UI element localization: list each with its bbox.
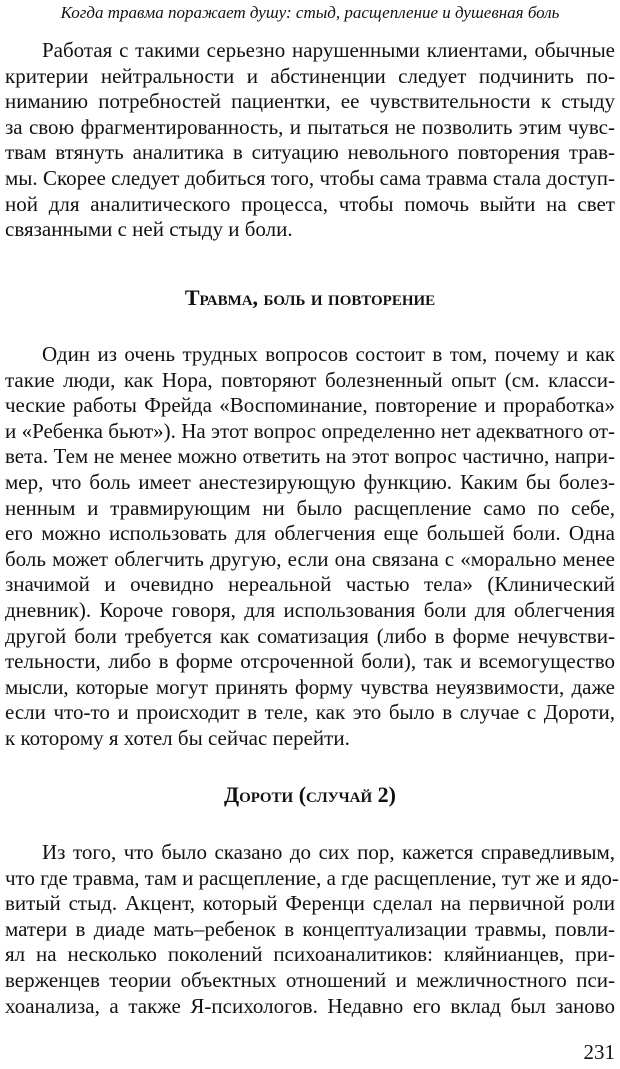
text-line: ниманию потребностей пациентки, ее чувствительности к стыду — [5, 89, 615, 114]
text-line: такие люди, как Нора, повторяют болезненный опыт (см. класси- — [5, 367, 615, 392]
text-line: Из того, что было сказано до сих пор, кажется справедливым, — [42, 840, 615, 864]
text-line: за свою фрагментированность, и пытаться не позволить этим чувс- — [5, 114, 615, 139]
text-line: вета. Тем не менее можно ответить на этот вопрос частично, напри- — [5, 444, 615, 469]
text-line: Один из очень трудных вопросов состоит в том, почему и как — [42, 342, 615, 366]
text-line: мысли, которые могут принять форму чувства неуязвимости, даже — [5, 674, 615, 699]
text-line: матери в диаде мать–ребенок в концептуализации травмы, повли- — [5, 916, 615, 941]
text-line: ческие работы Фрейда «Воспоминание, повторение и проработка» — [5, 393, 615, 418]
text-line: боль может облегчить другую, если она связана с «морально менее — [5, 546, 615, 571]
text-line: к которому я хотел бы сейчас перейти. — [5, 725, 350, 750]
text-line: тельности, либо в форме отсроченной боли), так и всемогущество — [5, 649, 615, 674]
text-line: и «Ребенка бьют»). На этот вопрос определенно нет адекватного от- — [5, 418, 615, 443]
paragraph-1 — [5, 38, 615, 243]
text-line: если что-то и происходит в теле, как это было в случае с Дороти, — [5, 700, 615, 725]
text-line: дневник). Короче говоря, для использования боли для облегчения — [5, 597, 615, 622]
text-line: другой боли требуется как соматизация (либо в форме нечувстви- — [5, 623, 615, 648]
text-line: хоанализа, а также Я-психологов. Недавно его вклад был заново — [5, 993, 615, 1018]
text-line: ял на несколько поколений психоаналитиков: кляйнианцев, при- — [5, 942, 615, 967]
text-line: Работая с такими серьезно нарушенными клиентами, обычные — [42, 38, 615, 62]
text-line: твам втянуть аналитика в ситуацию невольного повторения трав- — [5, 140, 615, 165]
text-line: мы. Скорее следует добиться того, чтобы сама травма стала доступ- — [5, 165, 615, 190]
text-line: ной для аналитического процесса, чтобы помочь выйти на свет — [5, 191, 615, 216]
text-line: значимой и очевидно нереальной частью тела» (Клинический — [5, 572, 615, 597]
section-heading-dorothy-case-2: Дороти (случай 2) — [223, 782, 397, 807]
text-line: критерии нейтральности и абстиненции следует подчинить по- — [5, 63, 615, 88]
paragraph-3 — [5, 840, 619, 1019]
text-line: мер, что боль имеет анестезирующую функцию. Каким бы болез- — [5, 469, 615, 494]
page-number: 231 — [583, 1040, 615, 1064]
section-heading-trauma-pain-repetition: Травма, боль и повторение — [184, 285, 436, 310]
text-line: ненным и травмирующим ни было расщепление само по себе, — [5, 495, 615, 520]
text-line: его можно использовать для облегчения еще большей боли. Одна — [5, 521, 615, 546]
text-line: витый стыд. Акцент, который Ференци сделал на первичной роли — [5, 891, 615, 916]
text-line: верженцев теории объектных отношений и межличностного пси- — [5, 967, 615, 992]
paragraph-2 — [5, 342, 615, 752]
text-line: что где травма, там и расщепление, а где расщепление, тут же и ядо- — [5, 865, 619, 890]
text-line: связанными с ней стыду и боли. — [5, 217, 293, 242]
running-head: Когда травма поражает душу: стыд, расщепление и душевная боль — [60, 3, 560, 22]
